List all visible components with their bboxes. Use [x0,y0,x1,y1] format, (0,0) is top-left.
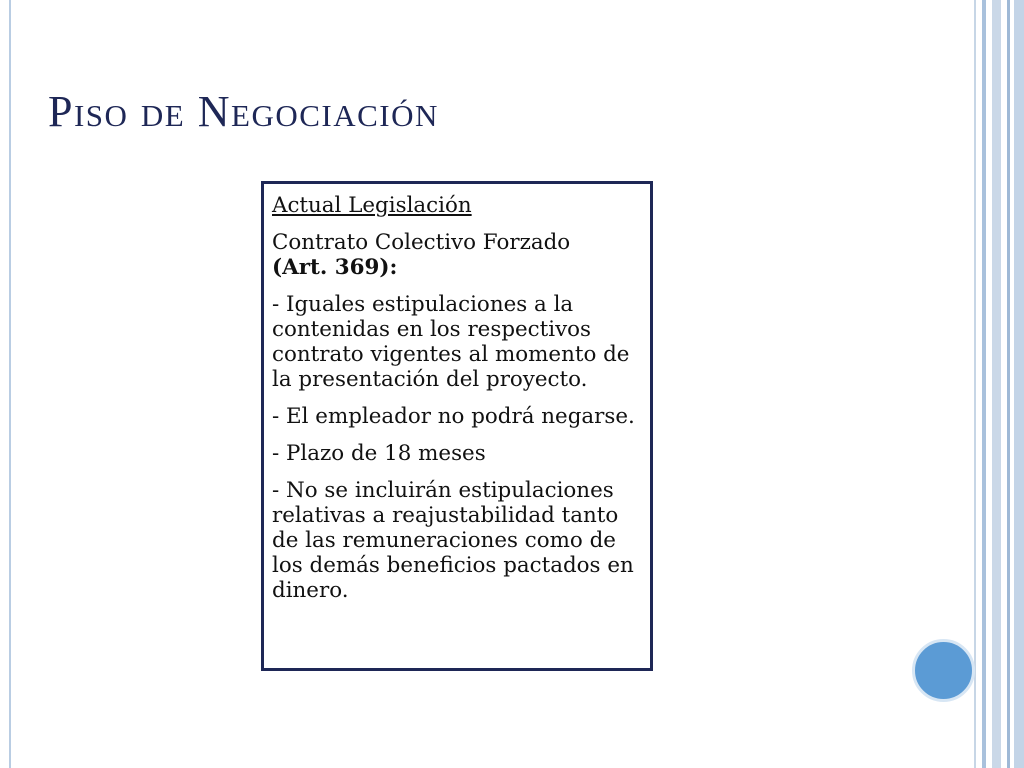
decorative-bar [974,0,976,768]
decorative-bar [1014,0,1024,768]
contract-line: Contrato Colectivo Forzado [272,230,571,255]
list-item: - Iguales estipulaciones a la contenidas en los respectivos contrato vigentes al momento de la presentación del proyecto. [272,292,630,392]
heading-text: Actual Legislación [272,193,472,218]
right-decorative-bars [974,0,1024,768]
contract-paragraph [272,230,642,280]
list-item: - Plazo de 18 meses [272,441,486,466]
list-item: - No se incluirán estipulaciones relativas a reajustabilidad tanto de las remuneraciones como de los demás beneficios pactados en dinero. [272,478,634,603]
slide-title: Piso de Negociación [48,87,439,136]
list-item: - El empleador no podrá negarse. [272,404,635,429]
left-decorative-rule [9,0,11,768]
decorative-bar [992,0,1001,768]
article-reference: (Art. 369): [272,255,398,280]
decorative-bar [1007,0,1010,768]
content-box [261,181,653,671]
decorative-circle [912,639,975,702]
decorative-bar [982,0,986,768]
box-heading [272,193,642,218]
